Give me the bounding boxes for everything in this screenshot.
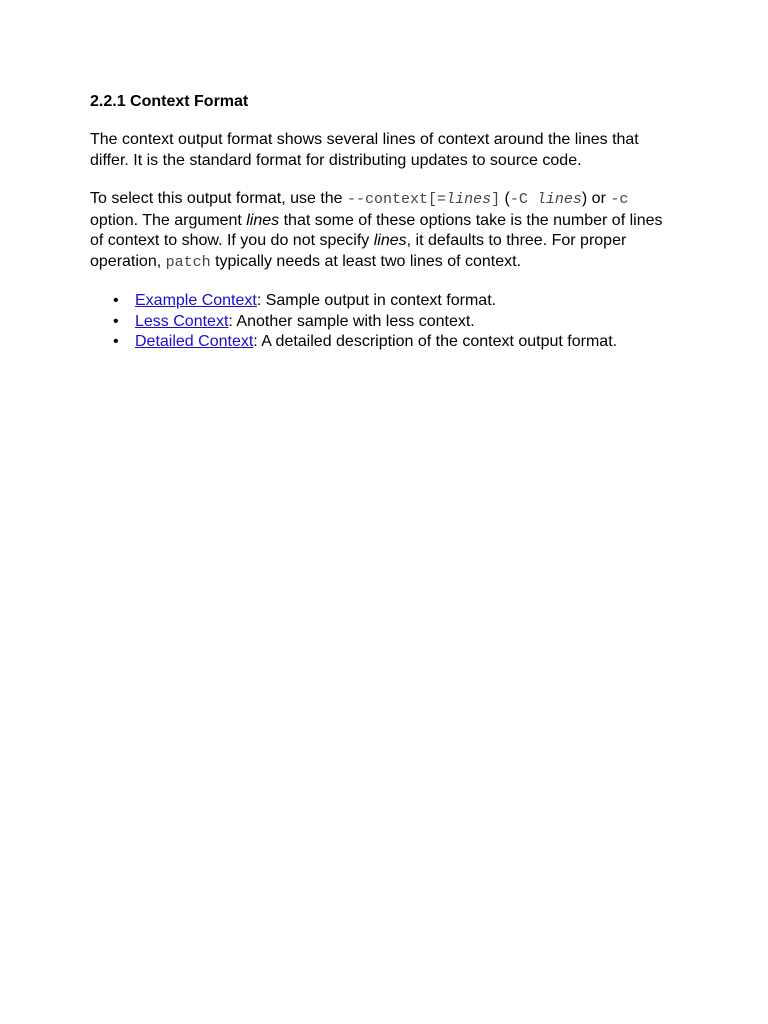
less-context-link[interactable]: Less Context: [135, 312, 229, 330]
section-heading: 2.2.1 Context Format: [90, 93, 249, 110]
option-context-long: --context[=lines]: [347, 191, 501, 208]
para2-text-7: typically needs at least two lines of context.: [210, 252, 522, 270]
bullet: •: [113, 312, 119, 330]
subsection-list: [90, 291, 690, 353]
option-context-short: -C lines: [509, 191, 582, 208]
example-context-link[interactable]: Example Context: [135, 292, 257, 309]
bullet: •: [113, 333, 119, 350]
intro-paragraph: The context output format shows several lines of context around the lines that differ. It is the standard format for distributing updates to source code.: [90, 131, 639, 169]
options-paragraph: [90, 189, 680, 273]
list-item-description: : Another sample with less context.: [228, 312, 475, 330]
list-item-example-context: [90, 291, 690, 312]
argument-lines-2: lines: [373, 232, 407, 249]
list-item-less-context: [90, 312, 690, 333]
para2-text-5: that some of these options take is the number of lines of context to show. If you do not specify: [90, 211, 663, 249]
para2-text-4: option. The argument: [90, 211, 247, 229]
list-item-description: : A detailed description of the context output format.: [253, 333, 618, 350]
para2-text-6: , it defaults to three. For proper operation,: [90, 232, 627, 270]
bullet: •: [113, 292, 119, 309]
section-content: [90, 91, 690, 353]
argument-lines: lines: [246, 211, 280, 229]
para2-text-3: ) or: [581, 190, 611, 207]
para2-text-1: To select this output format, use the: [90, 190, 348, 207]
patch-command: patch: [165, 253, 211, 271]
detailed-context-link[interactable]: Detailed Context: [135, 333, 254, 350]
list-item-detailed-context: [90, 332, 690, 353]
list-item-description: : Sample output in context format.: [256, 292, 497, 309]
para2-text-2: (: [500, 190, 510, 207]
option-c: -c: [610, 191, 629, 208]
